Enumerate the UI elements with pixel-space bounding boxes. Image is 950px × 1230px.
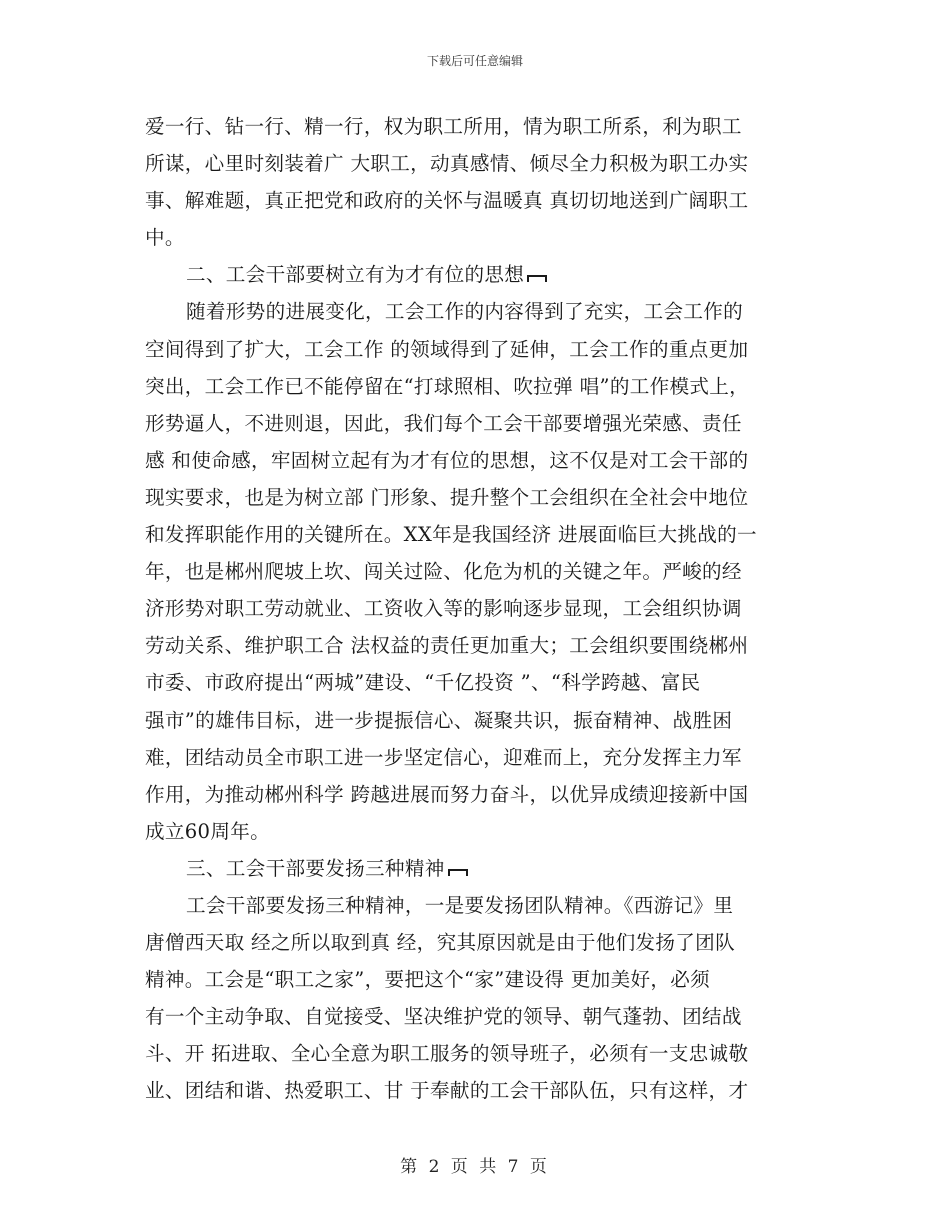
text-line: 济形势对职工劳动就业、工资收入等的影响逐步显现，工会组织协调 [145,597,742,621]
text-line: 所谋，心里时刻装着广 大职工，动真感情、倾尽全力积极为职工办实 [145,152,749,176]
heading-bracket-mark [527,275,547,282]
text-line: 现实要求，也是为树立部 门形象、提升整个工会组织在全社会中地位 [145,485,749,509]
text-line: 成立60周年。 [145,819,271,843]
text-line: 强市”的雄伟目标，进一步提振信心、凝聚共识，振奋精神、战胜困 [145,708,733,732]
section-heading-text: 三、工会干部要发扬三种精神 [186,856,445,880]
text-line: 突出，工会工作已不能停留在“打球照相、吹拉弹 唱”的工作模式上， [145,374,750,398]
section-heading [145,850,810,887]
text-line: 劳动关系、维护职工合 法权益的责任更加重大；工会组织要围绕郴州 [145,634,749,658]
text-line: 斗、开 拓进取、全心全意为职工服务的领导班子，必须有一支忠诚敬 [145,1042,749,1066]
text-line: 年，也是郴州爬坡上坎、闯关过险、化危为机的关键之年。严峻的经 [145,560,742,584]
text-line: 工会干部要发扬三种精神，一是要发扬团队精神。《西游记》里 [186,893,734,917]
text-line: 爱一行、钻一行、精一行，权为职工所用，情为职工所系，利为职工 [145,115,742,138]
text-line: 市委、市政府提出“两城”建设、“千亿投资 ”、“科学跨越、富民 [145,671,701,695]
document-body [145,108,810,1110]
text-line: 和发挥职能作用的关键所在。XX年是我国经济 进展面临巨大挑战的一 [145,523,757,547]
text-line: 业、团结和谐、热爱职工、甘 于奉献的工会干部队伍，只有这样，才 [145,1079,749,1103]
text-line: 有一个主动争取、自觉接受、坚决维护党的领导、朝气蓬勃、团结战 [145,1005,742,1029]
text-line: 难，团结动员全市职工进一步坚定信心，迎难而上，充分发挥主力军 [145,745,742,769]
heading-bracket-mark [448,869,468,876]
section-heading-text: 二、工会干部要树立有为才有位的思想 [186,263,525,287]
text-line: 形势逼人，不进则退，因此，我们每个工会干部要增强光荣感、责任 [145,411,742,435]
page-number: 第 2 页 共 7 页 [400,1157,550,1177]
text-line: 作用，为推动郴州科学 跨越进展而努力奋斗，以优异成绩迎接新中国 [145,782,749,806]
text-line: 精神。工会是“职工之家”，要把这个“家”建设得 更加美好，必须 [145,968,711,992]
text-line: 中。 [145,226,185,250]
text-line: 事、解难题，真正把党和政府的关怀与温暖真 真切切地送到广阔职工 [145,189,749,213]
text-line: 感 和使命感，牢固树立起有为才有位的思想，这不仅是对工会干部的 [145,448,749,472]
text-line: 随着形势的进展变化，工会工作的内容得到了充实，工会工作的 [186,300,744,324]
text-line: 唐僧西天取 经之所以取到真 经，究其原因就是由于他们发扬了团队 [145,931,735,955]
section-heading [145,256,810,293]
text-line: 空间得到了扩大，工会工作 的领域得到了延伸，工会工作的重点更加 [145,337,749,361]
header-note: 下载后可任意编辑 [426,54,523,68]
